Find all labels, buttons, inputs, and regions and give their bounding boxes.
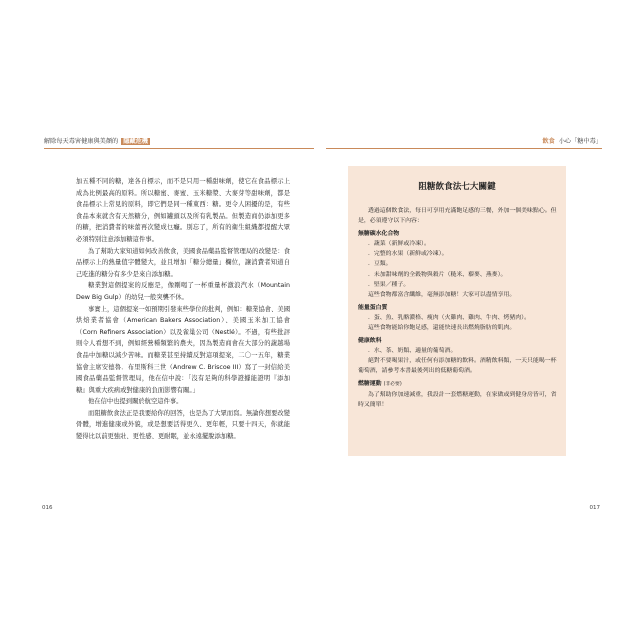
list-item: ．豆類。 xyxy=(368,261,392,268)
running-header-left-text: 解除每天毒害健康與美顏的 xyxy=(44,138,119,145)
section-tag: (非必要) xyxy=(383,381,402,387)
body-paragraph: 他在信中也提到關於航空這件事。 xyxy=(88,398,183,406)
section-heading xyxy=(358,229,558,239)
list-item: ．蛋、魚、乳酪濃格、瘦肉（火雞肉、雞肉、牛肉、烤豬肉）。 xyxy=(368,314,530,321)
header-rule-right xyxy=(326,148,602,149)
running-header-right-accent: 飲食 xyxy=(542,138,555,145)
list-item: ．完整的水果（新鮮或冷凍）。 xyxy=(368,251,448,258)
list-item: ．蔬菜（新鮮或冷凍）。 xyxy=(368,240,430,247)
box-title: 阻糖飲食法七大關鍵 xyxy=(418,182,496,192)
section-heading-text: 健康飲料 xyxy=(358,337,382,344)
list-item: ．未加甜味劑的全穀物與穀片（糙米、藜麥、燕麥）。 xyxy=(368,271,507,278)
list-item: ．水、茶、奶類、適量的葡萄酒。 xyxy=(368,347,457,354)
section-note: 這些食物都富含纖維，毫無添加糖！大家可以盡情享用。 xyxy=(368,292,516,299)
page-number-left: 016 xyxy=(42,505,53,511)
section-heading-text: 燃糖運動 xyxy=(358,380,382,387)
page-number-right: 017 xyxy=(589,505,600,511)
section-heading-text: 無糖碳水化合物 xyxy=(358,230,400,237)
body-paragraph: 為了幫助大家知道如何改善飲食，美國食品藥品監督管理局的改變是：食品標示上的熱量值字體變大，並且增加「糖分總量」欄位，讓消費者知道自己吃進的糖分有多少是來自添加糖。 xyxy=(76,247,290,278)
running-header-right xyxy=(542,136,602,145)
section-note: 這些食物能給你飽足感，還能快速長出燃燒脂肪的肌肉。 xyxy=(368,325,516,332)
section-heading-text: 能量蛋白質 xyxy=(358,304,388,311)
box-body xyxy=(358,206,558,411)
section-note: 絕對不要喝果汁，或任何有添加糖的飲料。酒精飲料類，一天只能喝一杯葡萄酒，請參考本書最後列出的低糖葡萄酒。 xyxy=(358,358,557,375)
body-paragraph: 糖業對這個提案的反應是，像剛喝了一杯重量杯激浪汽水（Mountain Dew Big Gulp）的幼兒一般突襲不休。 xyxy=(76,282,290,301)
section-heading xyxy=(358,303,558,313)
list-item: ．堅果／種子。 xyxy=(368,282,410,289)
body-paragraph: 而阻糖飲食法正是我要給你的回答，也是為了大眾而寫。無論你想要改變骨體，增進健康或外貌，或是想要活得更久、更年輕，只要十四天，你就能變得比以前更強壯、更性感、更耐眠，並永遠擺脫添加糖。 xyxy=(76,409,290,441)
running-header-right-text: 小心「糖中毒」 xyxy=(558,138,602,145)
body-paragraph: 加五種不同的糖，達各自標示，而不是只用一種甜味劑，使它在食品標示上成為比例最高的原料。所以糖蜜、麥蜜、玉米糖漿、大麥芽等甜味劑，都是食品標示上常見的原料，即它們是同一種東西：糖。更令人困擾的是，有些食品本來就含有天然糖分，例如罐頭以及所有乳製品。但製造商仍添加更多的糖，把消費者的味蕾再次變成乜癮。別忘了，所有的衛生組織都提醒大眾必須特別注意添加糖這件事。 xyxy=(76,178,290,243)
body-paragraph: 事實上，這個提案一如預期引發來些學位的批判，例如：糖業協會、美國烘焙業者協會（American Bakers Association）、美國玉米加工協會（Corn Refiners Association）以及雀巢公司（Nestlé）。不過，有些批評則令人看想不到，例如經營種類繁的農夫，因為製造商會在大部分的蔬越場食品中加糖以減少苦味。而糖業甚至持續反對這項提案，二〇一五年，糖業協會主席安德魯．布里斯科三世（Andrew C. Briscoe III）寫了一封信給美國食品藥品監督管理局，他在信中說：「沒有足夠的科學證據能證明『添加糖』與重大疾病或對健康的負面影響有關。」 xyxy=(76,305,290,394)
section-heading xyxy=(358,379,558,390)
section-heading xyxy=(358,336,558,346)
section-note: 為了幫助你加速減重，我設計一套燃糖運動，在家做或到健身房皆可，省時又簡單！ xyxy=(358,392,557,409)
box-intro: 透過這個飲食法，每日可享用充滿飽足感的三餐，外加一個美味點心。但是，必須遵守以下內容： xyxy=(358,208,557,225)
running-header-left-accent: 隱藏危機 xyxy=(123,138,148,145)
running-header-left xyxy=(44,136,150,145)
key-points-box xyxy=(348,166,566,456)
header-rule-left xyxy=(44,148,314,149)
left-body-text xyxy=(76,176,290,443)
